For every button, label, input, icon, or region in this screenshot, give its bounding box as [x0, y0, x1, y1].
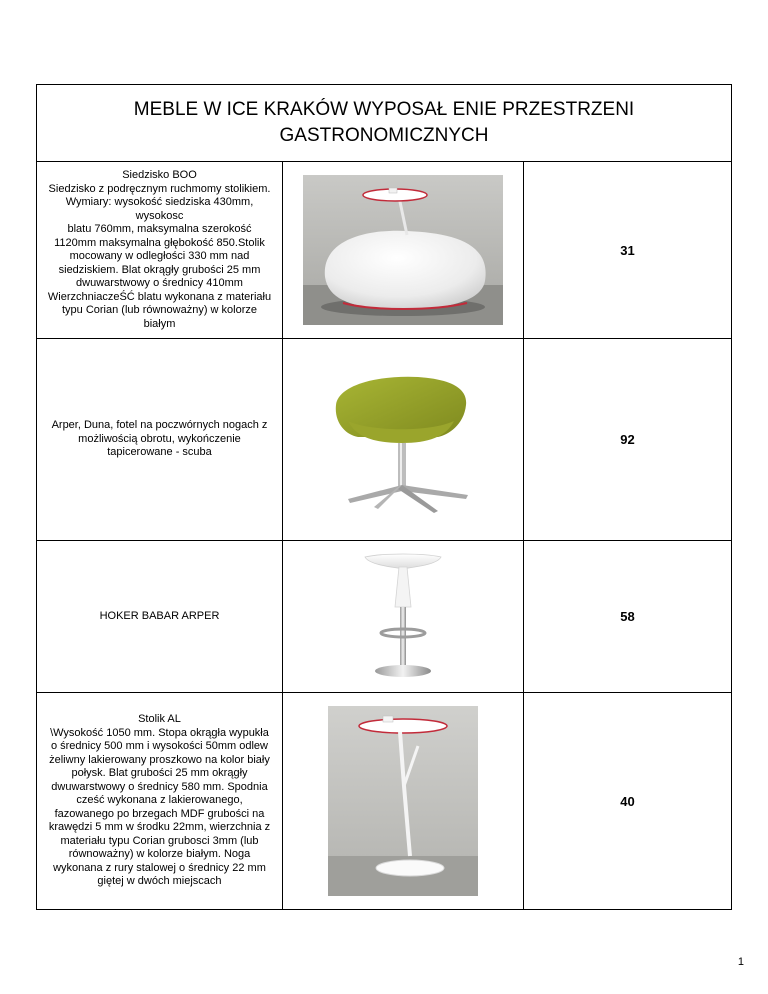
item-quantity: 40 [620, 793, 635, 809]
item-description: Arper, Duna, fotel na poczwórnych nogach z możliwością obrotu, wykończenie tapicerowane - scuba [37, 339, 283, 540]
al-high-table-image [328, 706, 478, 896]
item-quantity: 92 [620, 432, 635, 447]
item-description: HOKER BABAR ARPER [37, 541, 283, 692]
item-image-cell [283, 693, 524, 909]
item-description: Stolik AL \Wysokość 1050 mm. Stopa okrągła wypukła o średnicy 500 mm i wysokości 50mm odlew żeliwny lakierowany proszkowo na kolor biały połysk. Blat grubości 25 mm okrągły dwuwarstwowy o średnicy 580 mm. Spodnia cześć wykonana z lakierowanego, fazowanego po brzegach MDF grubości na krawędzi 5 mm w środku 22mm, wierzchnia z materiału typu Corian grubosci 3mm (lub równoważny) w kolorze białym. Noga wykonana z rury stalowej o średnicy 22 mm giętej w dwóch miejscach [37, 693, 283, 909]
item-quantity: 31 [620, 242, 635, 258]
item-image-cell [283, 541, 524, 692]
page-number: 1 [737, 956, 744, 968]
duna-swivel-armchair-image [318, 365, 488, 515]
table-row [37, 339, 731, 541]
item-quantity: 58 [620, 609, 635, 624]
table-row [37, 541, 731, 693]
item-image-cell [283, 339, 524, 540]
table-row [37, 693, 731, 909]
item-description: Siedzisko BOO Siedzisko z podręcznym ruchmomy stolikiem. Wymiary: wysokość siedziska 430mm, wysokosc blatu 760mm, maksymalna szerokość 1120mm maksymalna głębokość 850.Stolik mocowany w odległości 330 mm nad siedziskiem. Blat okrągły grubości 25 mm dwuwarstwowy o średnicy 410mm WierzchniaczeŚĆ blatu wykonana z materiału typu Corian (lub równoważny) w kolorze białym [37, 162, 283, 338]
table-row [37, 162, 731, 339]
babar-bar-stool-image [343, 547, 463, 687]
furniture-table [36, 84, 732, 910]
item-image-cell [283, 162, 524, 338]
document-title: MEBLE W ICE KRAKÓW WYPOSAŁ ENIE PRZESTRZENI GASTRONOMICZNYCH [133, 99, 635, 146]
title-row [37, 85, 731, 162]
boo-pouf-with-side-table-image [303, 175, 503, 325]
